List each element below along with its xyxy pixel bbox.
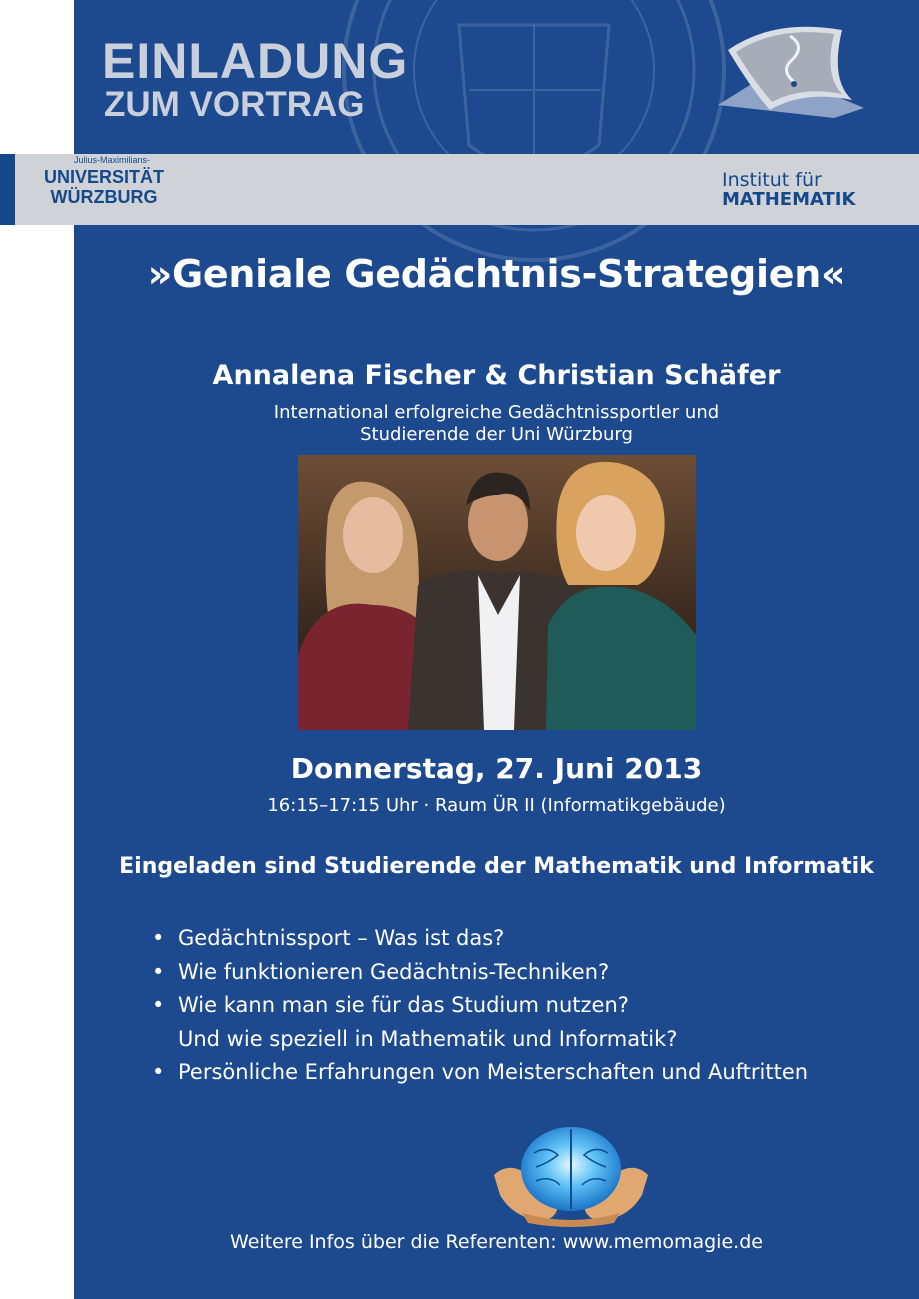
- list-item: [152, 1023, 808, 1057]
- bullet-icon: •: [152, 993, 165, 1017]
- speaker-description-line1: International erfolgreiche Gedächtnissportler und: [273, 402, 720, 423]
- speaker-description-line2: Studierende der Uni Würzburg: [360, 424, 633, 445]
- math-institute-logo-icon: [714, 20, 884, 130]
- talk-title: »Geniale Gedächtnis-Strategien«: [147, 252, 846, 296]
- list-item-text: Und wie speziell in Mathematik und Informatik?: [178, 1026, 678, 1051]
- brain-in-hands-icon: [492, 1123, 650, 1229]
- invited-audience: Eingeladen sind Studierende der Mathematik und Informatik: [119, 854, 874, 879]
- event-time-place: 16:15–17:15 Uhr · Raum ÜR II (Informatikgebäude): [267, 795, 726, 816]
- bullet-icon: •: [152, 1060, 165, 1084]
- list-item: [152, 989, 808, 1023]
- university-logo-line2: WÜRZBURG: [50, 187, 158, 207]
- list-item-text: Wie funktionieren Gedächtnis-Techniken?: [178, 959, 610, 984]
- speaker-description: [74, 402, 919, 446]
- institute-logo-line1: Institut für: [722, 169, 822, 191]
- university-logo-name: [42, 167, 166, 207]
- list-item-text: Wie kann man sie für das Studium nutzen?: [178, 993, 629, 1017]
- speakers: Annalena Fischer & Christian Schäfer: [212, 360, 781, 391]
- invitation-title-line1: EINLADUNG: [102, 33, 409, 89]
- footer-info: Weitere Infos über die Referenten: www.memomagie.de: [230, 1231, 763, 1253]
- university-logo-line1: UNIVERSITÄT: [43, 167, 164, 187]
- invitation-title-line2: ZUM VORTRAG: [104, 85, 365, 124]
- bullet-icon: •: [152, 959, 165, 984]
- event-date: Donnerstag, 27. Juni 2013: [290, 752, 703, 785]
- university-logo: [0, 154, 168, 225]
- bullet-icon: •: [152, 926, 165, 950]
- topic-list: [152, 922, 808, 1090]
- list-item: [152, 1056, 808, 1090]
- university-logo-bar: [0, 154, 15, 225]
- university-logo-small: Julius-Maximilians-: [74, 155, 151, 165]
- invitation-title: [102, 33, 409, 124]
- institute-logo: [722, 170, 855, 210]
- list-item: [152, 922, 808, 956]
- list-item-text: Gedächtnissport – Was ist das?: [178, 926, 505, 950]
- list-item: [152, 956, 808, 990]
- speakers-photo: [298, 455, 696, 730]
- list-item-text: Persönliche Erfahrungen von Meisterschaften und Auftritten: [178, 1060, 809, 1084]
- institute-logo-line2: MATHEMATIK: [722, 189, 856, 210]
